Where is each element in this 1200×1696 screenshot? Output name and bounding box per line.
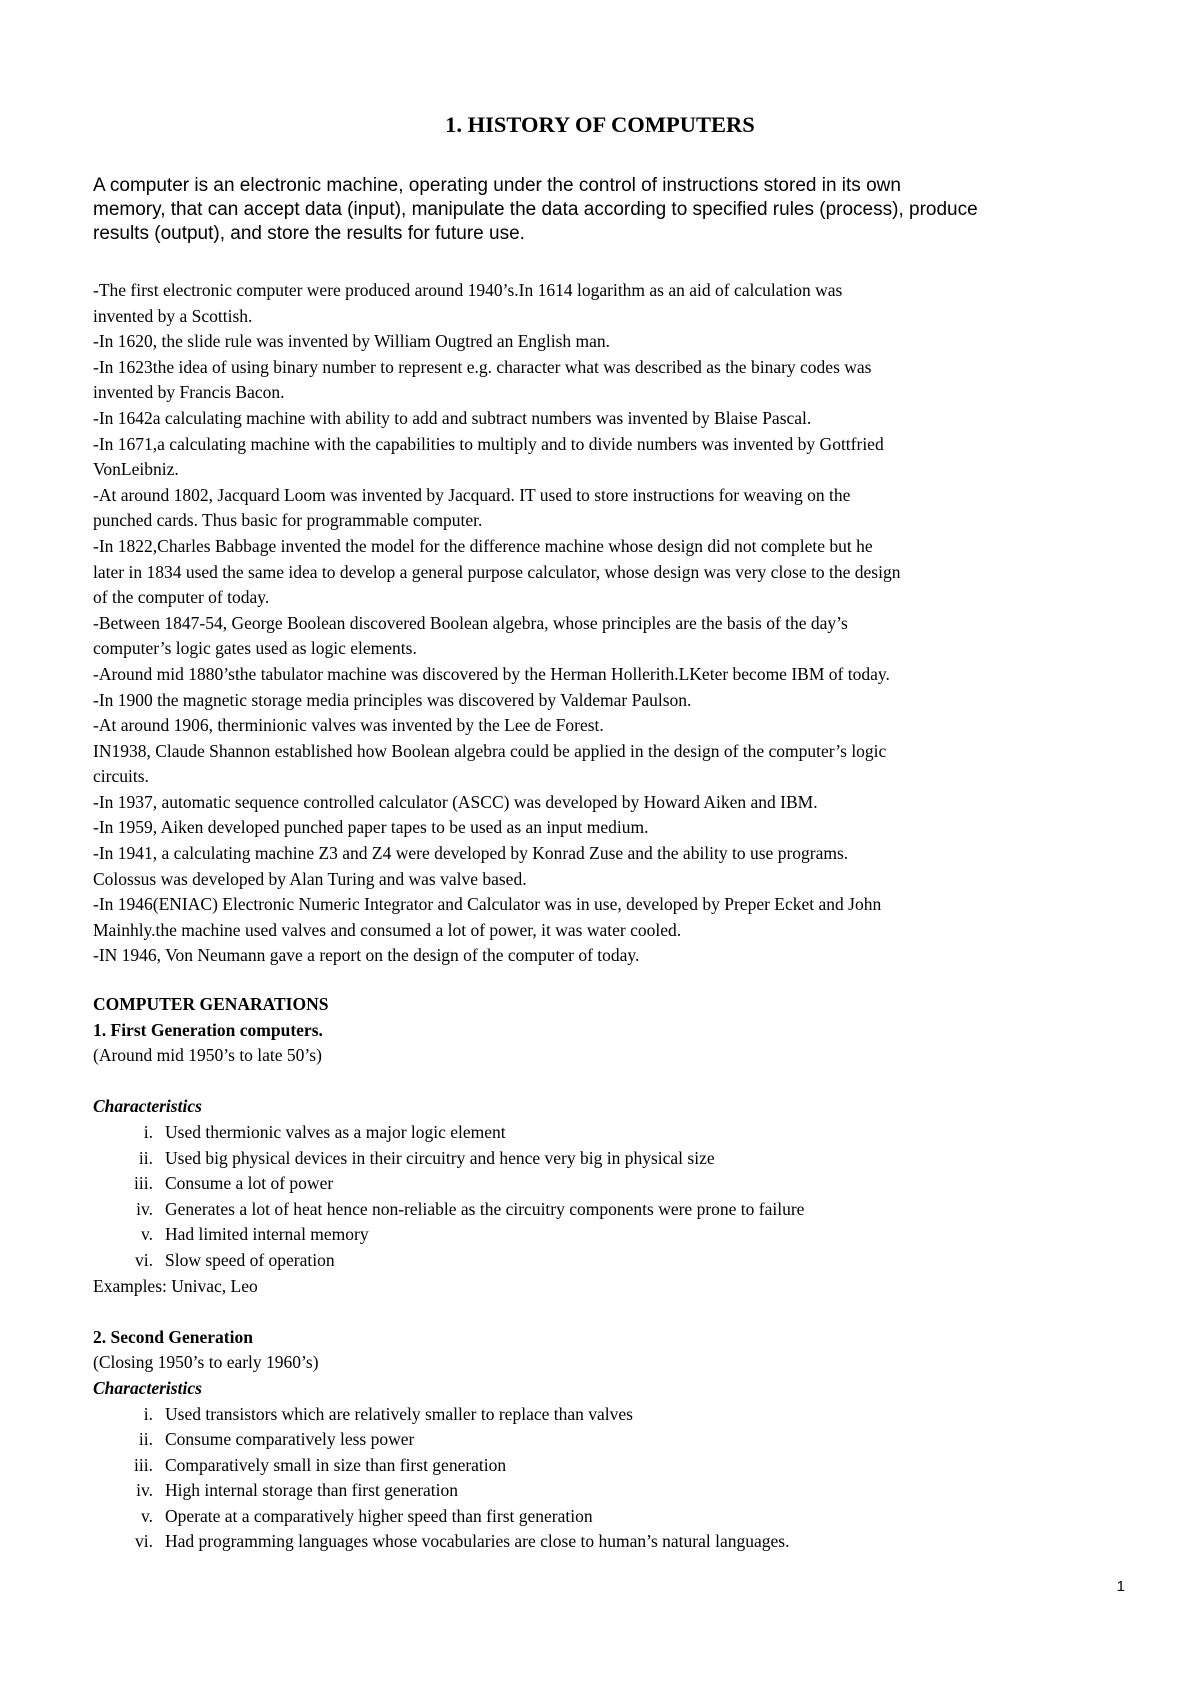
page-title: 1. HISTORY OF COMPUTERS <box>445 112 755 137</box>
list-item-text: Used big physical devices in their circuitry and hence very big in physical size <box>165 1147 715 1168</box>
history-line: -In 1946(ENIAC) Electronic Numeric Integrator and Calculator was in use, developed by Preper Ecket and John <box>93 894 882 915</box>
history-line: -In 1623the idea of using binary number to represent e.g. character what was described as the binary codes was <box>93 356 872 377</box>
history-line: -In 1937, automatic sequence controlled calculator (ASCC) was developed by Howard Aiken and IBM. <box>93 791 818 812</box>
page-number: 1 <box>1116 1578 1125 1595</box>
list-item-number: iv. <box>136 1198 153 1219</box>
intro-paragraph <box>93 174 1133 246</box>
second-gen-characteristics-label: Characteristics <box>93 1377 202 1398</box>
list-item-number: vi. <box>135 1249 153 1270</box>
history-line: -At around 1802, Jacquard Loom was invented by Jacquard. IT used to store instructions for weaving on the <box>93 484 851 505</box>
list-item-text: Had programming languages whose vocabularies are close to human’s natural languages. <box>165 1531 790 1552</box>
list-item-number: ii. <box>138 1429 153 1450</box>
intro-line: A computer is an electronic machine, operating under the control of instructions stored in its own <box>93 175 901 196</box>
list-item <box>93 1120 1133 1146</box>
history-line: -In 1620, the slide rule was invented by William Ougtred an English man. <box>93 331 611 352</box>
spacer <box>93 1299 1133 1325</box>
list-item-text: Comparatively small in size than first generation <box>165 1454 507 1475</box>
list-item-number: v. <box>141 1224 153 1245</box>
history-line: -In 1671,a calculating machine with the capabilities to multiply and to divide numbers was invented by Gottfried <box>93 433 884 454</box>
history-line: -At around 1906, therminionic valves was invented by the Lee de Forest. <box>93 715 604 736</box>
history-line: later in 1834 used the same idea to develop a general purpose calculator, whose design was very close to the design <box>93 561 901 582</box>
second-gen-heading: 2. Second Generation <box>93 1326 253 1347</box>
history-line: -In 1941, a calculating machine Z3 and Z4 were developed by Konrad Zuse and the ability to use programs. <box>93 843 849 864</box>
list-item-text: Generates a lot of heat hence non-reliable as the circuitry components were prone to failure <box>165 1198 805 1219</box>
history-line: Mainhly.the machine used valves and consumed a lot of power, it was water cooled. <box>93 919 682 940</box>
list-item <box>93 1529 1133 1555</box>
list-item-number: iii. <box>134 1454 153 1475</box>
generations-heading: COMPUTER GENARATIONS <box>93 994 329 1014</box>
history-line: punched cards. Thus basic for programmable computer. <box>93 510 483 531</box>
list-item-text: Operate at a comparatively higher speed than first generation <box>165 1505 593 1526</box>
history-line: -Around mid 1880’sthe tabulator machine was discovered by the Herman Hollerith.LKeter become IBM of today. <box>93 663 890 684</box>
history-line: invented by a Scottish. <box>93 305 253 326</box>
list-item <box>93 1197 1133 1223</box>
history-line: circuits. <box>93 766 149 787</box>
list-item-text: Consume comparatively less power <box>165 1429 415 1450</box>
generations-section <box>93 992 1133 1555</box>
list-item-number: iii. <box>134 1173 153 1194</box>
history-line: -Between 1847-54, George Boolean discovered Boolean algebra, whose principles are the basis of the day’s <box>93 612 848 633</box>
history-line: -In 1959, Aiken developed punched paper tapes to be used as an input medium. <box>93 817 649 838</box>
list-item <box>93 1222 1133 1248</box>
list-item <box>93 1453 1133 1479</box>
list-item-number: vi. <box>135 1531 153 1552</box>
first-gen-period: (Around mid 1950’s to late 50’s) <box>93 1045 322 1066</box>
list-item-text: Used thermionic valves as a major logic element <box>165 1121 506 1142</box>
first-gen-characteristics-label: Characteristics <box>93 1096 202 1117</box>
list-item <box>93 1171 1133 1197</box>
list-item-text: Used transistors which are relatively smaller to replace than valves <box>165 1403 633 1424</box>
history-line: invented by Francis Bacon. <box>93 382 285 403</box>
history-line: IN1938, Claude Shannon established how Boolean algebra could be applied in the design of the computer’s logic <box>93 740 887 761</box>
history-line: computer’s logic gates used as logic elements. <box>93 638 417 659</box>
history-timeline <box>93 278 1133 969</box>
history-line: VonLeibniz. <box>93 459 179 480</box>
history-line: Colossus was developed by Alan Turing and was valve based. <box>93 868 527 889</box>
list-item <box>93 1478 1133 1504</box>
history-line: of the computer of today. <box>93 587 270 608</box>
history-line: -In 1900 the magnetic storage media principles was discovered by Valdemar Paulson. <box>93 689 692 710</box>
history-line: -The first electronic computer were produced around 1940’s.In 1614 logarithm as an aid of calculation was <box>93 280 843 300</box>
first-gen-examples: Examples: Univac, Leo <box>93 1275 258 1296</box>
list-item-text: High internal storage than first generation <box>165 1480 459 1501</box>
history-line: -IN 1946, Von Neumann gave a report on the design of the computer of today. <box>93 945 640 966</box>
spacer <box>93 1069 1133 1095</box>
list-item-number: v. <box>141 1505 153 1526</box>
list-item <box>93 1427 1133 1453</box>
list-item-text: Consume a lot of power <box>165 1173 334 1194</box>
list-item-text: Slow speed of operation <box>165 1249 335 1270</box>
history-line: -In 1822,Charles Babbage invented the model for the difference machine whose design did not complete but he <box>93 535 873 556</box>
history-line: -In 1642a calculating machine with ability to add and subtract numbers was invented by Blaise Pascal. <box>93 407 812 428</box>
intro-line: results (output), and store the results for future use. <box>93 223 525 244</box>
list-item <box>93 1248 1133 1274</box>
list-item <box>93 1146 1133 1172</box>
second-gen-period: (Closing 1950’s to early 1960’s) <box>93 1352 319 1373</box>
first-gen-heading: 1. First Generation computers. <box>93 1019 323 1040</box>
list-item-number: iv. <box>136 1480 153 1501</box>
intro-line: memory, that can accept data (input), manipulate the data according to specified rules (process), produce <box>93 199 978 220</box>
list-item-number: ii. <box>138 1147 153 1168</box>
list-item <box>93 1402 1133 1428</box>
list-item-number: i. <box>143 1121 153 1142</box>
list-item <box>93 1504 1133 1530</box>
list-item-text: Had limited internal memory <box>165 1224 369 1245</box>
list-item-number: i. <box>143 1403 153 1424</box>
